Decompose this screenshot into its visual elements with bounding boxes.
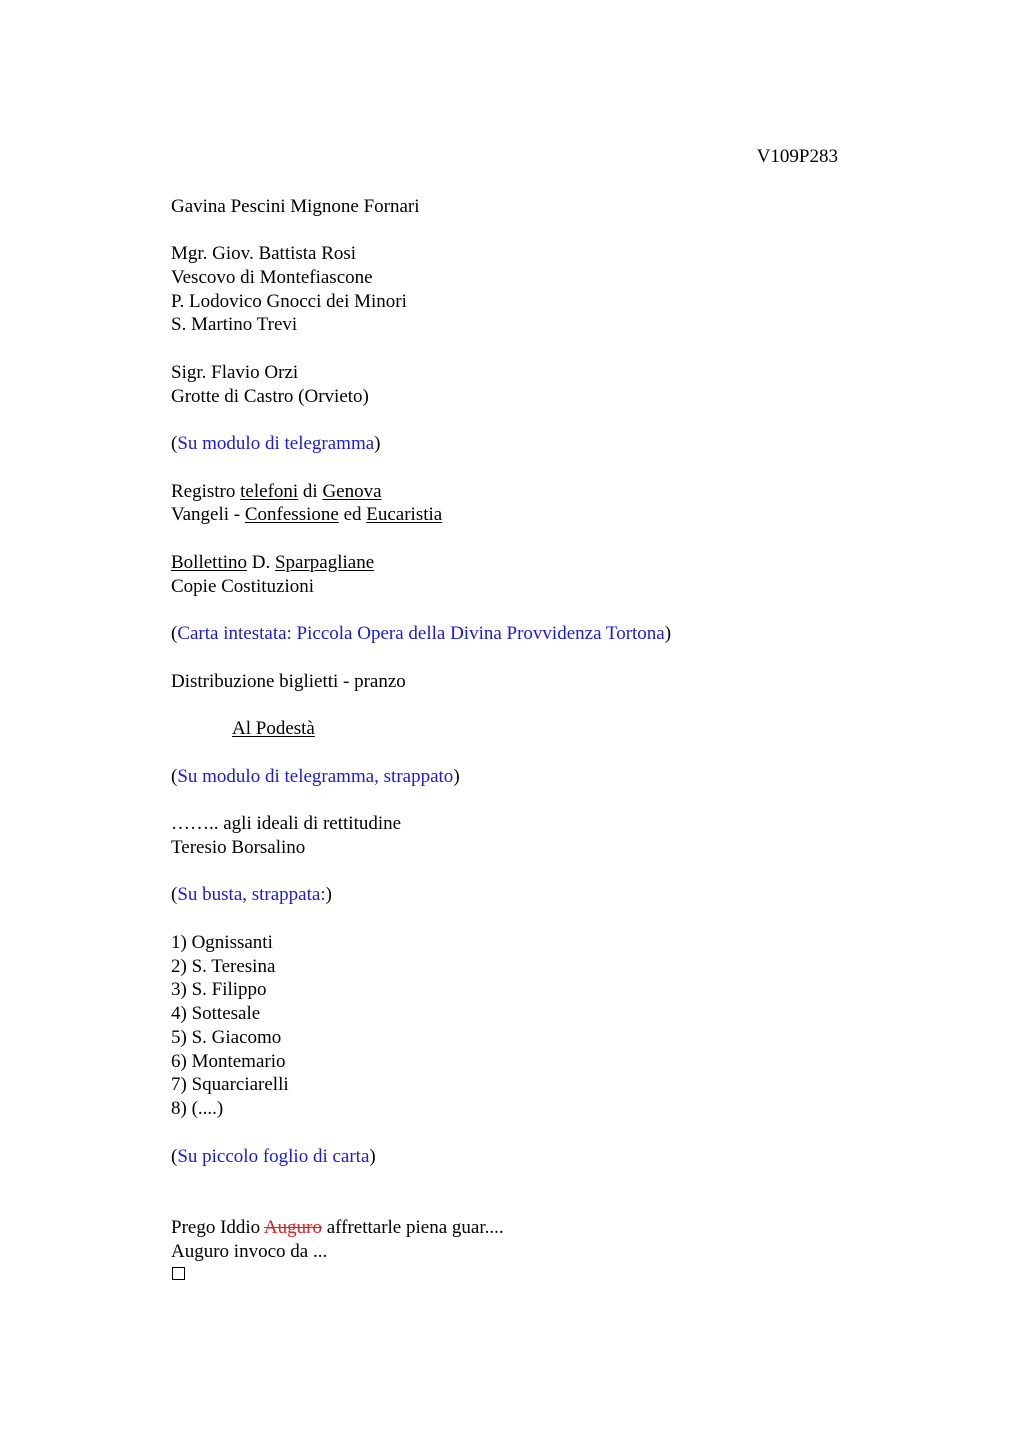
list-item: 1) Ognissanti (171, 932, 273, 953)
auguro-line: Auguro invoco da ... (171, 1241, 328, 1262)
note-text: Su modulo di telegramma, strappato (177, 766, 454, 787)
deleted-word: Auguro (263, 1217, 322, 1238)
editorial-note: (Su busta, strappata:) (171, 884, 332, 905)
vangeli-line (171, 503, 442, 527)
word: Prego Iddio (171, 1217, 261, 1238)
signature-line: Teresio Borsalino (171, 837, 306, 858)
list-item: 5) S. Giacomo (171, 1027, 282, 1048)
list-item: 8) (....) (171, 1098, 224, 1119)
editorial-note: (Carta intestata: Piccola Opera della Divina Provvidenza Tortona) (171, 623, 672, 644)
word: Registro (171, 481, 236, 502)
prego-line (171, 1216, 504, 1240)
address-line: Grotte di Castro (Orvieto) (171, 386, 369, 407)
author-name: Gavina Pescini Mignone Fornari (171, 196, 420, 217)
distribuzione-line: Distribuzione biglietti - pranzo (171, 671, 406, 692)
address-line: P. Lodovico Gnocci dei Minori (171, 291, 407, 312)
word: di (302, 481, 318, 502)
editorial-note: (Su modulo di telegramma) (171, 433, 381, 454)
document-reference: V109P283 (756, 146, 838, 167)
editorial-note: (Su piccolo foglio di carta) (171, 1146, 376, 1167)
word: D. (251, 552, 271, 573)
word: affrettarle piena guar.... (326, 1217, 504, 1238)
list-item: 6) Montemario (171, 1051, 286, 1072)
list-item: 7) Squarciarelli (171, 1074, 289, 1095)
ideali-line: …….. agli ideali di rettitudine (171, 813, 402, 834)
note-text: Su modulo di telegramma (177, 433, 375, 454)
address-line: Vescovo di Montefiascone (171, 267, 373, 288)
list-item: 3) S. Filippo (171, 979, 267, 1000)
address-line: S. Martino Trevi (171, 314, 298, 335)
editorial-note: (Su modulo di telegramma, strappato) (171, 766, 460, 787)
list-item: 2) S. Teresina (171, 956, 276, 977)
underlined-word: Al Podestà (232, 718, 315, 739)
address-line: Sigr. Flavio Orzi (171, 362, 299, 383)
note-text: Su piccolo foglio di carta (177, 1146, 370, 1167)
underlined-word: Eucaristia (366, 504, 443, 525)
note-text: Carta intestata: Piccola Opera della Divina Provvidenza Tortona (177, 623, 665, 644)
copie-line: Copie Costituzioni (171, 576, 315, 597)
underlined-word: Confessione (244, 504, 339, 525)
underlined-word: Bollettino (171, 552, 247, 573)
registro-line (171, 480, 382, 504)
bollettino-line (171, 551, 374, 575)
empty-box-glyph (172, 1267, 185, 1280)
word: ed (343, 504, 362, 525)
note-text: Su busta, strappata: (177, 884, 326, 905)
word: Vangeli - (171, 504, 241, 525)
podesta-heading (232, 717, 315, 741)
underlined-word: telefoni (240, 481, 299, 502)
list-item: 4) Sottesale (171, 1003, 261, 1024)
underlined-word: Genova (322, 481, 382, 502)
address-line: Mgr. Giov. Battista Rosi (171, 243, 357, 264)
underlined-word: Sparpagliane (274, 552, 375, 573)
